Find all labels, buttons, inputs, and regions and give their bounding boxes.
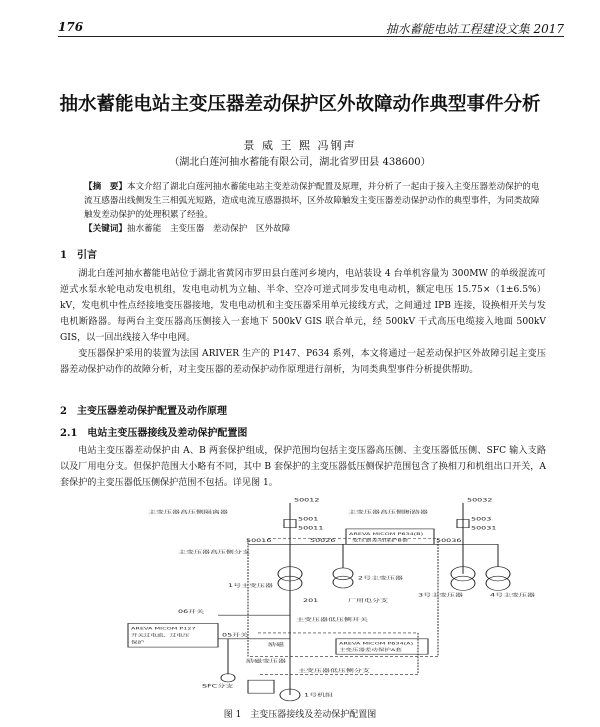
label-50016: 50016 (246, 537, 272, 544)
abstract-text: 本文介绍了湖北白莲河抽水蓄能电站主变差动保护配置及原理，并分析了一起由于接入主变压器差动保护的电流互感器出线侧发生三相弧光短路，造成电流互感器损坏，区外故障触发主变压器差动保护动作的典型事件，为同类故障触发差动保护的处理积累了经验。 (84, 182, 540, 220)
label-relay-b-model: AREVA MICOM P634(B) (349, 531, 424, 537)
label-tr1: 1号主变压器 (228, 582, 274, 589)
abstract-label: 【摘 要】 (84, 182, 127, 192)
label-excitation: 励磁 (268, 641, 284, 648)
label-50036: 50036 (436, 537, 462, 544)
abstract (84, 180, 544, 236)
figure-caption: 图 1 主变压器接线及差动保护配置图 (223, 710, 377, 720)
affiliation: （湖北白莲河抽水蓄能有限公司，湖北省罗田县 438600） (169, 157, 431, 168)
label-relay-a-name: 主变压器差动保护A套 (339, 648, 402, 653)
label-5003: 5003 (471, 516, 492, 523)
transformer-4-winding-a (486, 567, 510, 581)
label-tr3: 3号主变压器 (418, 591, 464, 598)
label-hv-branch: 主变压器高压侧分支 (178, 549, 250, 556)
label-relay-a-model: AREVA MICOM P634(A) (339, 641, 414, 647)
running-header (58, 18, 564, 37)
label-50031: 50031 (471, 525, 497, 531)
section-1-heading: 1 引言 (60, 250, 97, 261)
keywords-label: 【关键词】 (84, 224, 127, 234)
label-50012: 50012 (294, 497, 320, 504)
section-2-1-heading: 2.1 电站主变压器接线及差动保护配置图 (60, 428, 248, 439)
journal-title: 抽水蓄能电站工程建设文集 2017 (385, 22, 564, 36)
excitation-transformer (248, 680, 274, 693)
label-hv-isolator: 主变压器高压侧隔离器 (148, 509, 228, 515)
label-201: 201 (303, 597, 319, 604)
label-lv-cb: 主变压器低压侧开关 (296, 616, 368, 623)
transformer-2-winding-b (333, 576, 353, 588)
label-50032: 50032 (467, 497, 493, 504)
section-2-heading: 2 主变压器差动保护配置及动作原理 (60, 406, 227, 417)
label-p127-model: AREVA MICOM P127 (131, 626, 196, 631)
label-p127-desc2: 保护 (131, 640, 144, 645)
label-hv-breaker: 主变压器高压侧断路器 (348, 509, 428, 515)
label-tr4: 4号主变压器 (489, 591, 536, 598)
sfc-node (221, 674, 235, 682)
label-5001: 5001 (298, 516, 319, 523)
label-50026: 50026 (310, 537, 336, 544)
label-sw05: 05开关 (222, 632, 249, 638)
label-unit1: 1号机组 (304, 692, 334, 699)
label-relay-b-name: 变压器差动保护B套 (352, 538, 409, 543)
page-number: 176 (58, 20, 84, 34)
label-sw06: 06开关 (178, 608, 205, 615)
label-lv-branch: 主变压器低压侧分支 (298, 667, 370, 674)
label-50011: 50011 (298, 525, 324, 531)
paper-title: 抽水蓄能电站主变压器差动保护区外故障动作典型事件分析 (59, 94, 541, 115)
section-1-paragraph-2: 变压器保护采用的装置为法国 ARIVER 生产的 P147、P634 系列，本文将通过一起差动保护区外故障引起主变压器差动保护动作的故障分析，对主变压器的差动保护动作原理进行剖析，为同类典型事件分析提供帮助。 (60, 349, 546, 375)
keywords: 抽水蓄能 主变压器 差动保护 区外故障 (126, 224, 291, 234)
authors: 景 威 王 熙 冯钢声 (243, 139, 357, 152)
wiring-diagram (118, 497, 548, 705)
label-aux: 厂用电分支 (348, 597, 388, 604)
label-exc-transformer: 励磁变压器 (246, 658, 286, 664)
transformer-3-winding-b (451, 576, 475, 590)
label-tr2: 2号主变压器 (358, 575, 404, 582)
label-p127-desc: 开关过电流、过电压 (131, 633, 190, 638)
transformer-4-winding-b (486, 576, 510, 590)
section-2-1-paragraph: 电站主变压器差动保护由 A、B 两套保护组成，保护范围均包括主变压器高压侧、主变压器低压侧、SFC 输入支路以及厂用电分支。但保护范围大小略有不同，其中 B 套保护的主变压器低压侧保护范围包含了换相刀和机组出口开关，A 套保护的主变压器低压侧保护范围不包括。详见图 1。 (60, 446, 546, 488)
label-sfc: SFC分支 (202, 682, 234, 689)
section-1-paragraph-1: 湖北白莲河抽水蓄能电站位于湖北省黄冈市罗田县白莲河乡境内，电站装设 4 台单机容量为 300MW 的单级混流可逆式水泵水轮电动发电机组，发电电动机为立轴、半伞、空冷可逆式同步发电电动机，额定电压 15.75×（1±6.5%）kV，发电机中性点经接地变压器接地，发电电动机和主变压器采用单元接线方式，之间通过 IPB 连接，设换相开关与发电机断路器。每两台主变压器高压侧接入一套地下 500kV GIS 联合单元，经 500kV 干式高压电缆接入地面 500kV GIS，以一回出线接入华中电网。 (60, 269, 546, 343)
